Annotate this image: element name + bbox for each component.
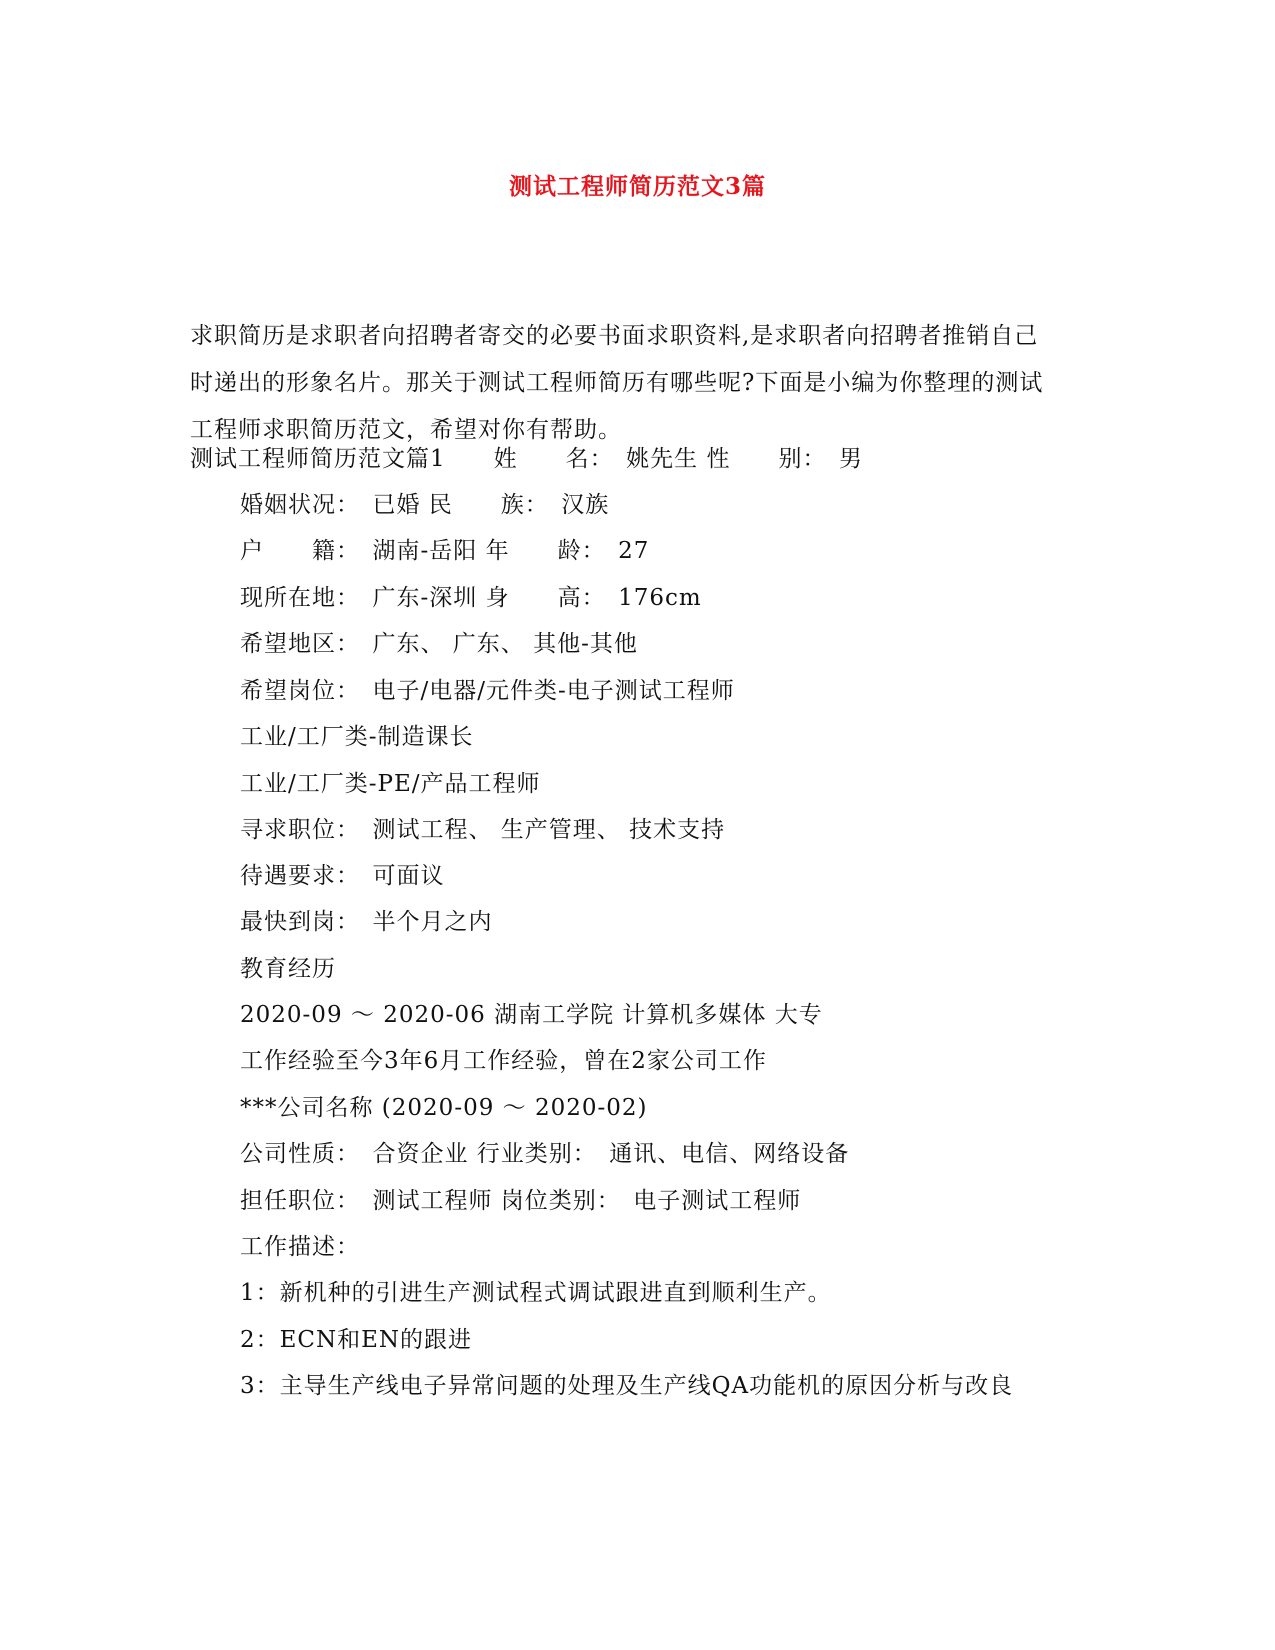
company-name-line: ***公司名称 (2020-09 ～ 2020-02): [240, 1095, 648, 1121]
household-line: 户 籍： 湖南-岳阳 年 龄： 27: [240, 538, 650, 564]
work-item: 3：主导生产线电子异常问题的处理及生产线QA功能机的原因分析与改良: [240, 1373, 1014, 1399]
intro-paragraph: [190, 313, 1090, 454]
document-title: 测试工程师简历范文3篇: [508, 173, 766, 200]
experience-summary: 工作经验至今3年6月工作经验，曾在2家公司工作: [240, 1048, 767, 1074]
desired-region-line: 希望地区： 广东、 广东、 其他-其他: [240, 631, 638, 657]
marital-status-line: 婚姻状况： 已婚 民 族： 汉族: [240, 492, 610, 518]
work-description-heading: 工作描述：: [240, 1234, 360, 1260]
desired-position-line: 希望岗位： 电子/电器/元件类-电子测试工程师: [240, 678, 735, 704]
location-line: 现所在地： 广东-深圳 身 高： 176cm: [240, 585, 702, 611]
position-option-line: 工业/工厂类-制造课长: [240, 724, 474, 750]
work-item: 1：新机种的引进生产测试程式调试跟进直到顺利生产。: [240, 1280, 832, 1306]
salary-line: 待遇要求： 可面议: [240, 863, 445, 889]
education-entry: 2020-09 ～ 2020-06 湖南工学院 计算机多媒体 大专: [240, 1002, 823, 1028]
work-item: 2：ECN和EN的跟进: [240, 1327, 473, 1353]
role-line: 担任职位： 测试工程师 岗位类别： 电子测试工程师: [240, 1188, 802, 1214]
position-option-line: 工业/工厂类-PE/产品工程师: [240, 771, 541, 797]
education-heading: 教育经历: [240, 956, 336, 982]
resume-heading-line: 测试工程师简历范文篇1 姓 名： 姚先生 性 别： 男: [190, 446, 863, 472]
intro-line: 求职简历是求职者向招聘者寄交的必要书面求职资料,是求职者向招聘者推销自己: [190, 323, 1039, 349]
intro-line: 时递出的形象名片。那关于测试工程师简历有哪些呢?下面是小编为你整理的测试: [190, 370, 1044, 396]
company-nature-line: 公司性质： 合资企业 行业类别： 通讯、电信、网络设备: [240, 1141, 850, 1167]
job-sought-line: 寻求职位： 测试工程、 生产管理、 技术支持: [240, 817, 726, 843]
intro-line: 工程师求职简历范文，希望对你有帮助。: [190, 417, 622, 443]
availability-line: 最快到岗： 半个月之内: [240, 909, 493, 935]
